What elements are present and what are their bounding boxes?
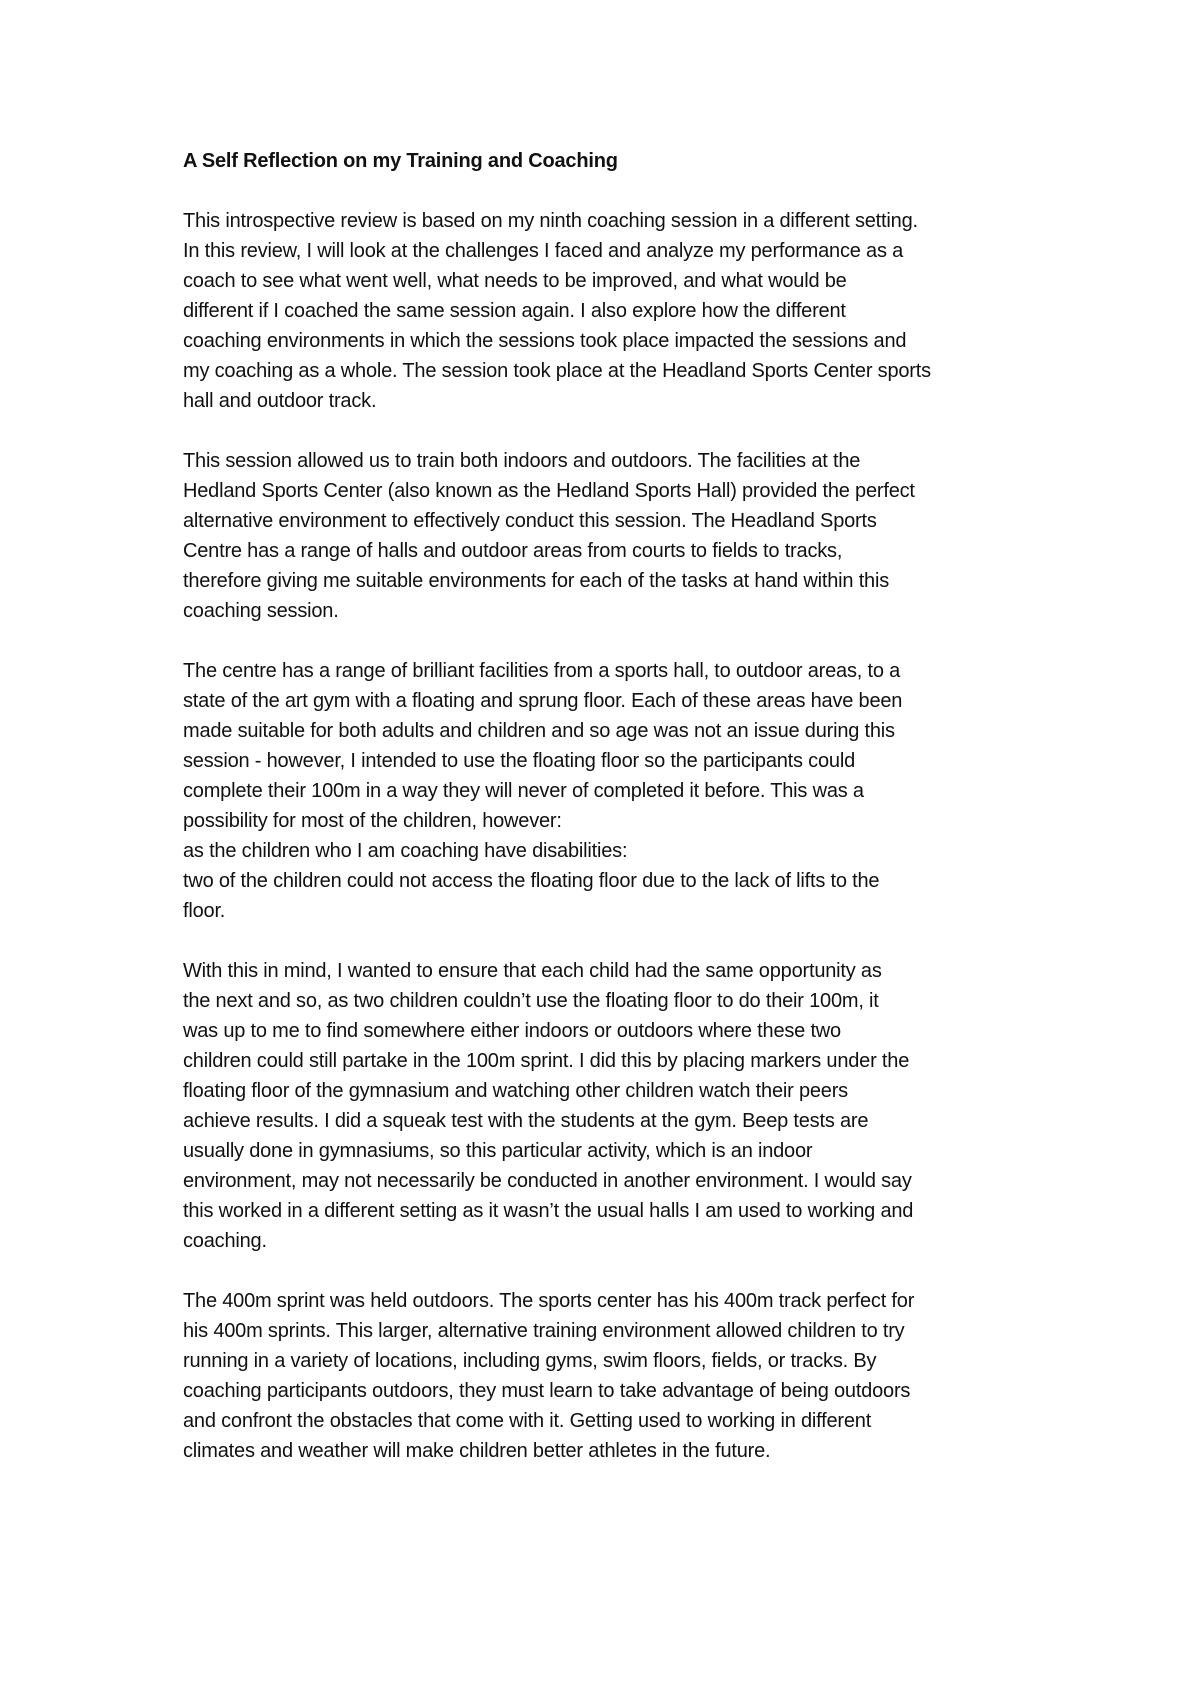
text-line: my coaching as a whole. The session took place at the Headland Sports Center sports <box>183 360 931 382</box>
text-line: this worked in a different setting as it wasn’t the usual halls I am used to working and <box>183 1200 914 1222</box>
paragraph-4 <box>183 956 1043 1256</box>
text-line: therefore giving me suitable environments for each of the tasks at hand within this <box>183 570 890 592</box>
text-line: coach to see what went well, what needs to be improved, and what would be <box>183 270 847 292</box>
text-line: made suitable for both adults and children and so age was not an issue during this <box>183 720 895 742</box>
text-line: coaching session. <box>183 600 339 622</box>
text-line: possibility for most of the children, however: <box>183 810 562 832</box>
text-line: hall and outdoor track. <box>183 390 377 412</box>
text-line: Centre has a range of halls and outdoor areas from courts to fields to tracks, <box>183 540 843 562</box>
text-line: climates and weather will make children better athletes in the future. <box>183 1440 771 1462</box>
text-line: Hedland Sports Center (also known as the Hedland Sports Hall) provided the perfect <box>183 480 915 502</box>
text-line: floating floor of the gymnasium and watching other children watch their peers <box>183 1080 848 1102</box>
text-line: alternative environment to effectively conduct this session. The Headland Sports <box>183 510 877 532</box>
text-line: and confront the obstacles that come with it. Getting used to working in different <box>183 1410 872 1432</box>
text-line: With this in mind, I wanted to ensure that each child had the same opportunity as <box>183 960 882 982</box>
text-line: coaching participants outdoors, they must learn to take advantage of being outdoors <box>183 1380 911 1402</box>
text-line: complete their 100m in a way they will never of completed it before. This was a <box>183 780 864 802</box>
text-line: achieve results. I did a squeak test with the students at the gym. Beep tests are <box>183 1110 869 1132</box>
paragraph-3 <box>183 656 1043 926</box>
text-line: running in a variety of locations, including gyms, swim floors, fields, or tracks. By <box>183 1350 877 1372</box>
text-line: coaching environments in which the sessions took place impacted the sessions and <box>183 330 907 352</box>
document-body <box>183 146 1043 1496</box>
text-line: as the children who I am coaching have disabilities: <box>183 840 628 862</box>
text-line: The 400m sprint was held outdoors. The sports center has his 400m track perfect for <box>183 1290 915 1312</box>
paragraph-1 <box>183 206 1043 416</box>
text-line: state of the art gym with a floating and sprung floor. Each of these areas have been <box>183 690 903 712</box>
text-line: two of the children could not access the floating floor due to the lack of lifts to the <box>183 870 880 892</box>
text-line: session - however, I intended to use the floating floor so the participants could <box>183 750 855 772</box>
paragraph-5 <box>183 1286 1043 1466</box>
text-line: The centre has a range of brilliant facilities from a sports hall, to outdoor areas, to a <box>183 660 901 682</box>
text-line: This introspective review is based on my ninth coaching session in a different setting. <box>183 210 918 232</box>
text-line: different if I coached the same session again. I also explore how the different <box>183 300 846 322</box>
text-line: children could still partake in the 100m sprint. I did this by placing markers under the <box>183 1050 910 1072</box>
text-line: floor. <box>183 900 226 922</box>
text-line: In this review, I will look at the challenges I faced and analyze my performance as a <box>183 240 904 262</box>
text-line: environment, may not necessarily be conducted in another environment. I would say <box>183 1170 912 1192</box>
paragraph-2 <box>183 446 1043 626</box>
document-title: A Self Reflection on my Training and Coaching <box>183 150 618 172</box>
text-line: This session allowed us to train both indoors and outdoors. The facilities at the <box>183 450 861 472</box>
text-line: was up to me to find somewhere either indoors or outdoors where these two <box>183 1020 841 1042</box>
text-line: his 400m sprints. This larger, alternative training environment allowed children to try <box>183 1320 905 1342</box>
text-line: usually done in gymnasiums, so this particular activity, which is an indoor <box>183 1140 813 1162</box>
text-line: the next and so, as two children couldn’t use the floating floor to do their 100m, it <box>183 990 879 1012</box>
text-line: coaching. <box>183 1230 267 1252</box>
